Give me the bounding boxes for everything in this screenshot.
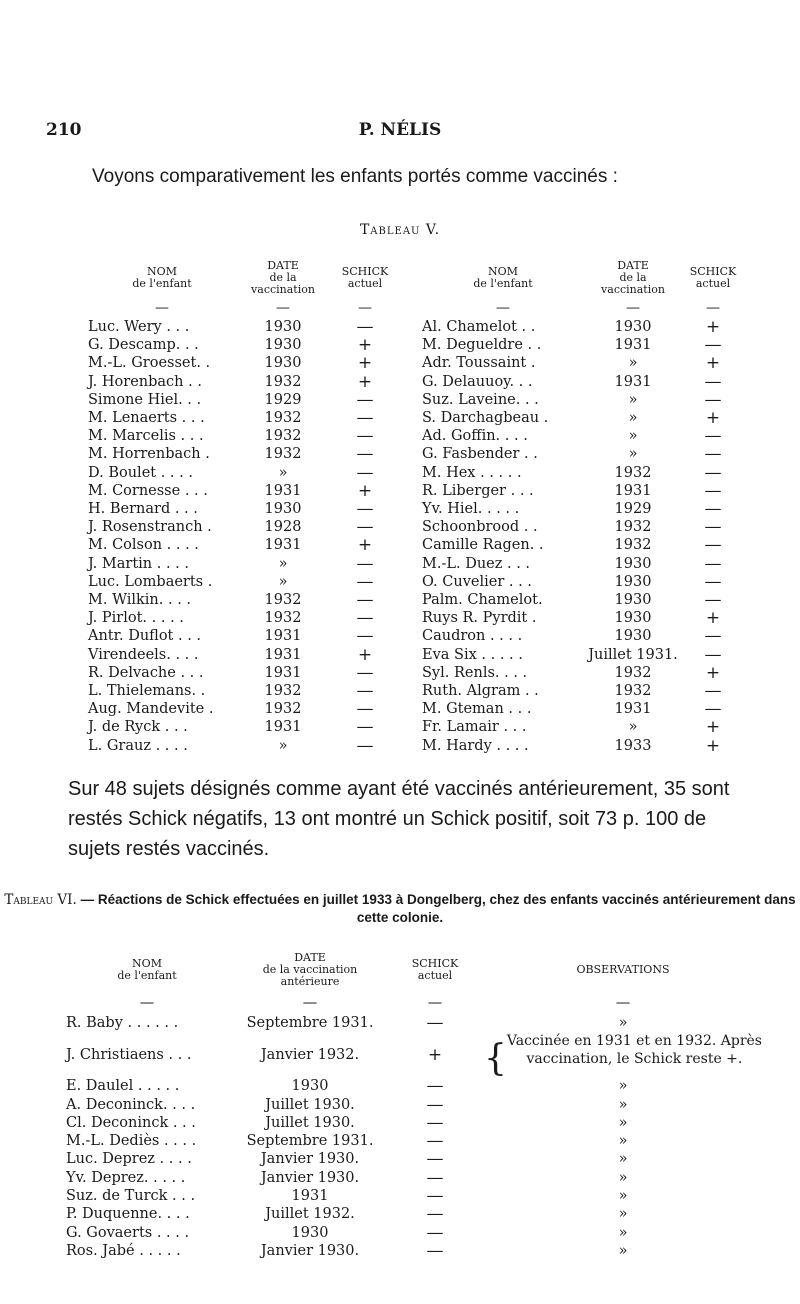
table-row	[88, 464, 744, 482]
schick-result: —	[704, 389, 722, 410]
table-row	[66, 1096, 768, 1114]
child-name: R. Delvache . . .	[88, 664, 204, 681]
child-name: J. Horenbach . .	[88, 373, 202, 390]
schick-result: —	[356, 517, 374, 538]
table5	[88, 258, 744, 755]
schick-result: —	[356, 553, 374, 574]
child-name: M. Wilkin. . . .	[88, 592, 192, 609]
child-name: Ros. Jabé . . . . .	[66, 1242, 181, 1259]
vaccination-date: Septembre 1931.	[246, 1133, 374, 1150]
schick-result: +	[357, 480, 373, 501]
vaccination-date: 1930	[291, 1078, 329, 1095]
observation: »	[618, 1224, 628, 1241]
child-name: Aug. Mandevite .	[88, 701, 214, 718]
table-row	[88, 536, 744, 554]
schick-result: +	[705, 662, 721, 683]
summary-paragraph: Sur 48 sujets désignés comme ayant été vaccinés antérieurement, 35 sont restés Schick négatifs, 13 ont montré un Schick positif, soit 73 p. 100 de sujets restés vaccinés.	[68, 778, 730, 860]
vaccination-date: 1931	[291, 1188, 329, 1205]
schick-result: —	[356, 681, 374, 702]
vaccination-date: 1928	[264, 519, 302, 536]
child-name: Fr. Lamair . . .	[422, 719, 527, 736]
child-name: Palm. Chamelot.	[422, 592, 543, 609]
table-row	[66, 1169, 768, 1187]
child-name: Yv. Deprez. . . . .	[66, 1169, 186, 1186]
vaccination-date: 1930	[264, 501, 302, 518]
child-name: J. de Ryck . . .	[88, 719, 188, 736]
child-name: Caudron . . . .	[422, 628, 523, 645]
table-row	[88, 627, 744, 645]
vaccination-date: 1930	[614, 573, 652, 590]
table-row	[88, 573, 744, 591]
child-name: M. Marcelis . . .	[88, 428, 204, 445]
schick-result: —	[704, 462, 722, 483]
vaccination-date: »	[628, 391, 638, 408]
schick-result: —	[704, 535, 722, 556]
child-name: R. Baby . . . . . .	[66, 1015, 179, 1031]
table-row	[88, 318, 744, 336]
schick-result: +	[427, 1044, 443, 1065]
brace-glyph: {	[484, 1038, 507, 1080]
child-name: S. Darchagbeau .	[422, 410, 549, 427]
vaccination-date: 1931	[614, 337, 652, 354]
schick-result: —	[356, 699, 374, 720]
schick-result: —	[426, 1112, 444, 1133]
table-row	[66, 1205, 768, 1223]
schick-result: —	[426, 1240, 444, 1261]
child-name: G. Fasbender . .	[422, 446, 538, 463]
page-number: 210	[46, 120, 82, 140]
schick-result: —	[704, 480, 722, 501]
schick-result: —	[426, 1204, 444, 1225]
child-name: L. Grauz . . . .	[88, 737, 188, 754]
table-row	[88, 737, 744, 755]
table6-header-row	[66, 948, 768, 992]
schick-result: —	[426, 1149, 444, 1170]
schick-result: —	[426, 1131, 444, 1152]
child-name: J. Pirlot. . . . .	[88, 610, 184, 627]
schick-result: —	[356, 426, 374, 447]
child-name: M. Horrenbach .	[88, 446, 210, 463]
schick-result: —	[704, 335, 722, 356]
observation: »	[618, 1188, 628, 1205]
child-name: M. Degueldre . .	[422, 337, 542, 354]
t5-header-date: DATE de la vaccination	[251, 259, 315, 296]
child-name: M. Gteman . . .	[422, 701, 532, 718]
vaccination-date: Juillet 1932.	[265, 1206, 355, 1223]
table-row	[88, 354, 744, 372]
child-name: Ruys R. Pyrdit .	[422, 610, 537, 627]
vaccination-date: 1930	[614, 628, 652, 645]
child-name: G. Delauuoy. . .	[422, 373, 533, 390]
vaccination-date: 1932	[264, 446, 302, 463]
table-row	[88, 646, 744, 664]
table5-body	[88, 318, 744, 755]
child-name: R. Liberger . . .	[422, 482, 534, 499]
schick-result: +	[357, 335, 373, 356]
table-row	[66, 1224, 768, 1242]
vaccination-date: 1933	[614, 737, 652, 754]
table-row	[66, 1187, 768, 1205]
child-name: Suz. de Turck . . .	[66, 1188, 196, 1205]
child-name: Adr. Toussaint .	[422, 355, 536, 372]
schick-result: —	[356, 608, 374, 629]
vaccination-date: »	[628, 446, 638, 463]
vaccination-date: 1932	[614, 664, 652, 681]
vaccination-date: 1931	[264, 482, 302, 499]
schick-result: +	[705, 717, 721, 738]
table-row	[88, 664, 744, 682]
observation-line: Vaccinée en 1931 et en 1932. Après	[506, 1033, 762, 1050]
vaccination-date: 1932	[264, 610, 302, 627]
table-row	[66, 1150, 768, 1168]
vaccination-date: Septembre 1931.	[246, 1015, 374, 1031]
vaccination-date: 1929	[614, 501, 652, 518]
table-row	[66, 1032, 768, 1077]
vaccination-date: 1932	[264, 701, 302, 718]
child-name: Yv. Hiel. . . . .	[422, 501, 520, 518]
vaccination-date: 1932	[264, 683, 302, 700]
vaccination-date: 1932	[264, 373, 302, 390]
observation: »	[618, 1151, 628, 1168]
child-name: Ruth. Algram . .	[422, 683, 539, 700]
schick-result: —	[356, 717, 374, 738]
t5-header-schick: SCHICK actuel	[341, 265, 389, 290]
schick-result: —	[704, 571, 722, 592]
child-name: Camille Ragen. .	[422, 537, 544, 554]
schick-result: —	[356, 408, 374, 429]
t6-header-schick: SCHICK actuel	[411, 957, 459, 982]
vaccination-date: »	[278, 464, 288, 481]
schick-result: —	[356, 499, 374, 520]
table-row	[88, 609, 744, 627]
table-row	[88, 445, 744, 463]
table-row	[88, 500, 744, 518]
observation: »	[618, 1096, 628, 1113]
child-name: M. Hex . . . . .	[422, 464, 522, 481]
child-name: Cl. Deconinck . . .	[66, 1114, 196, 1131]
vaccination-date: »	[628, 428, 638, 445]
table-row	[88, 591, 744, 609]
table6-caption-text: — Réactions de Schick effectuées en juillet 1933 à Dongelberg, chez des enfants vaccinés antérieurement dans cette colonie.	[80, 892, 796, 925]
table-row	[88, 409, 744, 427]
schick-result: —	[704, 444, 722, 465]
child-name: J. Rosenstranch .	[88, 519, 212, 536]
vaccination-date: 1932	[614, 537, 652, 554]
table5-caption: Tableau V.	[359, 222, 441, 238]
child-name: G. Govaerts . . . .	[66, 1224, 190, 1241]
table6-caption-label: Tableau VI.	[4, 892, 77, 908]
schick-result: +	[705, 608, 721, 629]
vaccination-date: 1931	[614, 482, 652, 499]
t5-header-date-2: DATE de la vaccination	[601, 259, 665, 296]
child-name: M.-L. Duez . . .	[422, 555, 531, 572]
child-name: Schoonbrood . .	[422, 519, 538, 536]
schick-result: +	[357, 371, 373, 392]
child-name: M.-L. Dediès . . . .	[66, 1133, 197, 1150]
vaccination-date: 1930	[264, 319, 302, 335]
child-name: J. Christiaens . . .	[66, 1046, 192, 1063]
observation: »	[618, 1169, 628, 1186]
schick-result: —	[426, 1013, 444, 1033]
t5-header-schick-2: SCHICK actuel	[689, 265, 737, 290]
table-row	[88, 718, 744, 736]
table-row	[88, 682, 744, 700]
observation: »	[618, 1242, 628, 1259]
child-name: Al. Chamelot . .	[422, 319, 536, 335]
table-row	[88, 518, 744, 536]
child-name: Ad. Goffin. . . .	[422, 428, 528, 445]
child-name: A. Deconinck. . . .	[66, 1096, 196, 1113]
t5-header-name-2: NOM de l'enfant	[473, 265, 533, 290]
vaccination-date: Janvier 1930.	[260, 1242, 360, 1259]
schick-result: +	[357, 353, 373, 374]
child-name: Antr. Duflot . . .	[88, 628, 202, 645]
vaccination-date: 1932	[264, 428, 302, 445]
vaccination-date: 1932	[264, 592, 302, 609]
vaccination-date: 1931	[264, 646, 302, 663]
t6-header-observations: OBSERVATIONS	[576, 963, 670, 976]
table-row	[66, 1242, 768, 1260]
schick-result: —	[704, 426, 722, 447]
observation-line: vaccination, le Schick reste +.	[526, 1051, 743, 1068]
schick-result: +	[705, 408, 721, 429]
schick-result: —	[356, 317, 374, 337]
schick-result: —	[426, 1186, 444, 1207]
vaccination-date: 1931	[264, 664, 302, 681]
schick-result: —	[356, 590, 374, 611]
child-name: M. Colson . . . .	[88, 537, 199, 554]
vaccination-date: Janvier 1930.	[260, 1169, 360, 1186]
observation-text	[507, 1032, 762, 1068]
observation: »	[618, 1133, 628, 1150]
child-name: M.-L. Groesset. .	[88, 355, 211, 372]
child-name: Simone Hiel. . .	[88, 391, 202, 408]
vaccination-date: 1932	[614, 464, 652, 481]
t6-header-name: NOM de l'enfant	[117, 957, 177, 982]
child-name: P. Duquenne. . . .	[66, 1206, 190, 1223]
table6-caption	[0, 891, 800, 926]
vaccination-date: 1931	[264, 719, 302, 736]
vaccination-date: 1930	[614, 555, 652, 572]
vaccination-date: 1930	[264, 355, 302, 372]
schick-result: —	[426, 1222, 444, 1243]
vaccination-date: »	[628, 719, 638, 736]
child-name: M. Hardy . . . .	[422, 737, 529, 754]
schick-result: —	[704, 626, 722, 647]
t5-header-name: NOM de l'enfant	[132, 265, 192, 290]
child-name: Suz. Laveine. . .	[422, 391, 539, 408]
child-name: L. Thielemans. .	[88, 683, 206, 700]
vaccination-date: 1932	[614, 683, 652, 700]
table-row	[88, 391, 744, 409]
schick-result: —	[704, 371, 722, 392]
vaccination-date: 1930	[614, 592, 652, 609]
vaccination-date: 1930	[614, 610, 652, 627]
vaccination-date: »	[278, 555, 288, 572]
schick-result: —	[704, 644, 722, 665]
table-row	[88, 482, 744, 500]
schick-result: +	[705, 317, 721, 337]
child-name: G. Descamp. . .	[88, 337, 199, 354]
child-name: Syl. Renls. . . .	[422, 664, 528, 681]
intro-sentence: Voyons comparativement les enfants portés comme vaccinés :	[92, 166, 618, 187]
vaccination-date: 1930	[614, 319, 652, 335]
observation: »	[618, 1114, 628, 1131]
table-row	[88, 700, 744, 718]
child-name: M. Lenaerts . . .	[88, 410, 205, 427]
table5-header-row	[88, 258, 744, 298]
schick-result: —	[356, 444, 374, 465]
schick-result: —	[356, 662, 374, 683]
vaccination-date: Juillet 1931.	[588, 646, 678, 663]
table6-dash-row: — — — —	[139, 994, 631, 1011]
vaccination-date: 1931	[264, 537, 302, 554]
table6	[66, 948, 768, 1260]
child-name: J. Martin . . . .	[88, 555, 190, 572]
vaccination-date: Janvier 1930.	[260, 1151, 360, 1168]
vaccination-date: »	[628, 410, 638, 427]
table-row	[66, 1114, 768, 1132]
schick-result: —	[356, 571, 374, 592]
child-name: E. Daulel . . . . .	[66, 1078, 180, 1095]
schick-result: —	[426, 1167, 444, 1188]
child-name: O. Cuvelier . . .	[422, 573, 532, 590]
vaccination-date: 1931	[614, 701, 652, 718]
schick-result: —	[356, 389, 374, 410]
observation: »	[618, 1015, 628, 1031]
child-name: H. Bernard . . .	[88, 501, 198, 518]
table-row	[88, 427, 744, 445]
schick-result: +	[357, 644, 373, 665]
schick-result: —	[704, 553, 722, 574]
schick-result: —	[426, 1094, 444, 1115]
schick-result: —	[704, 699, 722, 720]
schick-result: —	[356, 735, 374, 756]
vaccination-date: Juillet 1930.	[265, 1114, 355, 1131]
vaccination-date: 1930	[291, 1224, 329, 1241]
schick-result: —	[704, 517, 722, 538]
child-name: Luc. Deprez . . . .	[66, 1151, 192, 1168]
observation: »	[618, 1078, 628, 1095]
child-name: M. Cornesse . . .	[88, 482, 208, 499]
schick-result: —	[426, 1076, 444, 1097]
schick-result: +	[357, 535, 373, 556]
vaccination-date: »	[278, 737, 288, 754]
schick-result: —	[356, 462, 374, 483]
vaccination-date: 1931	[614, 373, 652, 390]
vaccination-date: 1929	[264, 391, 302, 408]
child-name: Luc. Lombaerts .	[88, 573, 213, 590]
vaccination-date: 1931	[264, 628, 302, 645]
vaccination-date: Janvier 1932.	[260, 1046, 360, 1063]
vaccination-date: Juillet 1930.	[265, 1096, 355, 1113]
schick-result: +	[705, 353, 721, 374]
table6-body	[66, 1014, 768, 1260]
child-name: Eva Six . . . . .	[422, 646, 523, 663]
table-row	[66, 1077, 768, 1095]
vaccination-date: »	[628, 355, 638, 372]
vaccination-date: »	[278, 573, 288, 590]
vaccination-date: 1932	[614, 519, 652, 536]
table-row	[88, 555, 744, 573]
schick-result: +	[705, 735, 721, 756]
running-header-author: P. NÉLIS	[358, 120, 442, 140]
table-row	[66, 1132, 768, 1150]
schick-result: —	[704, 499, 722, 520]
table-row	[88, 373, 744, 391]
table-row	[88, 336, 744, 354]
child-name: D. Boulet . . . .	[88, 464, 193, 481]
table5-dash-row: — — — — — —	[155, 299, 720, 316]
table-row	[66, 1014, 768, 1032]
t6-header-date: DATE de la vaccination antérieure	[262, 951, 358, 988]
child-name: Luc. Wery . . .	[88, 319, 190, 335]
vaccination-date: 1932	[264, 410, 302, 427]
child-name: Virendeels. . . .	[88, 646, 199, 663]
schick-result: —	[704, 681, 722, 702]
vaccination-date: 1930	[264, 337, 302, 354]
schick-result: —	[704, 590, 722, 611]
observation: »	[618, 1206, 628, 1223]
schick-result: —	[356, 626, 374, 647]
observation	[478, 1032, 768, 1080]
